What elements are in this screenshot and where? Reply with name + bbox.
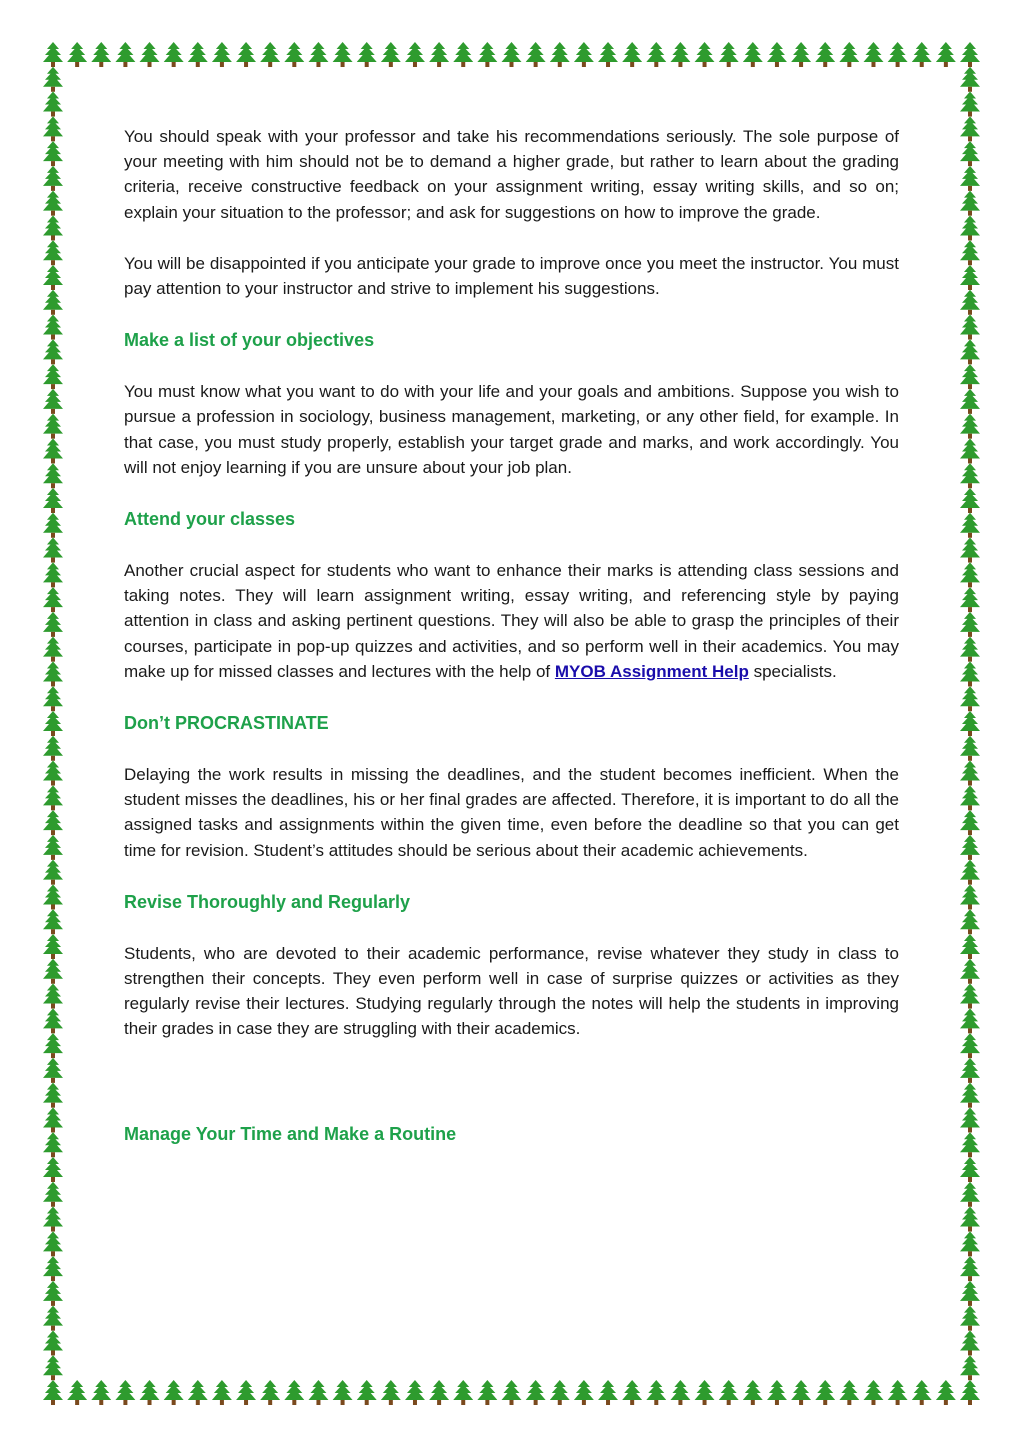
christmas-tree-icon [405,1380,425,1405]
christmas-tree-icon [43,42,63,67]
christmas-tree-icon [960,661,980,686]
christmas-tree-icon [333,42,353,67]
christmas-tree-icon [43,438,63,463]
christmas-tree-icon [960,1380,980,1405]
christmas-tree-icon [43,364,63,389]
christmas-tree-icon [815,1380,835,1405]
christmas-tree-icon [863,42,883,67]
christmas-tree-icon [550,42,570,67]
christmas-tree-icon [43,736,63,761]
christmas-tree-icon [260,1380,280,1405]
christmas-tree-icon [960,587,980,612]
christmas-tree-icon [43,711,63,736]
christmas-tree-icon [960,1306,980,1331]
christmas-tree-icon [960,761,980,786]
christmas-tree-icon [43,637,63,662]
christmas-tree-icon [43,389,63,414]
christmas-tree-icon [960,116,980,141]
christmas-tree-icon [43,1207,63,1232]
christmas-tree-icon [43,1355,63,1380]
paragraph-attend-classes-tail: specialists. [748,661,837,681]
christmas-tree-icon [91,1380,111,1405]
christmas-tree-icon [43,513,63,538]
christmas-tree-icon [960,1058,980,1083]
christmas-tree-icon [960,984,980,1009]
christmas-tree-icon [308,42,328,67]
christmas-tree-icon [43,959,63,984]
christmas-tree-icon [43,488,63,513]
christmas-tree-icon [43,835,63,860]
heading-attend-classes: Attend your classes [124,509,296,530]
christmas-tree-icon [719,42,739,67]
christmas-tree-icon [67,42,87,67]
christmas-tree-icon [960,810,980,835]
christmas-tree-icon [43,984,63,1009]
christmas-tree-icon [43,860,63,885]
christmas-tree-icon [960,389,980,414]
christmas-tree-icon [912,42,932,67]
christmas-tree-icon [140,42,160,67]
christmas-tree-icon [598,1380,618,1405]
christmas-tree-icon [960,785,980,810]
christmas-tree-icon [960,1132,980,1157]
christmas-tree-icon [960,488,980,513]
christmas-tree-icon [43,1182,63,1207]
christmas-tree-icon [960,1355,980,1380]
christmas-tree-icon [43,141,63,166]
christmas-tree-icon [115,42,135,67]
heading-procrastinate: Don’t PROCRASTINATE [124,713,329,734]
christmas-tree-icon [43,562,63,587]
christmas-tree-icon [574,1380,594,1405]
paragraph-procrastinate: Delaying the work results in missing the deadlines, and the student becomes inefficient. When the student misses the deadlines, his or her final grades are affected. Therefore, it is important to do all the assigned tasks and assignments within the given time, even before the deadline so that you can get time for revision. Student’s attitudes should be serious about their academic achievements. [124,765,899,860]
christmas-tree-icon [43,92,63,117]
christmas-tree-icon [960,364,980,389]
christmas-tree-icon [960,1256,980,1281]
christmas-tree-icon [188,42,208,67]
christmas-tree-icon [260,42,280,67]
heading-revise: Revise Thoroughly and Regularly [124,891,411,912]
christmas-tree-icon [43,166,63,191]
christmas-tree-icon [960,909,980,934]
paragraph-attend-classes [124,558,899,684]
christmas-tree-icon [381,1380,401,1405]
christmas-tree-icon [960,42,980,67]
christmas-tree-icon [960,290,980,315]
christmas-tree-icon [91,42,111,67]
christmas-tree-icon [43,884,63,909]
christmas-tree-icon [43,1107,63,1132]
paragraph-professor-meeting: You should speak with your professor and take his recommendations seriously. The sole purpose of your meeting with him should not be to demand a higher grade, but rather to learn about the grading criteria, receive constructive feedback on your assignment writing, essay writing skills, and so on; explain your situation to the professor; and ask for suggestions on how to improve the grade. [124,127,899,222]
christmas-tree-icon [526,1380,546,1405]
christmas-tree-icon [43,1256,63,1281]
christmas-tree-icon [912,1380,932,1405]
christmas-tree-icon [960,1182,980,1207]
christmas-tree-icon [960,860,980,885]
christmas-tree-icon [43,414,63,439]
christmas-tree-icon [43,587,63,612]
christmas-tree-icon [43,191,63,216]
christmas-tree-icon [43,661,63,686]
christmas-tree-icon [960,686,980,711]
christmas-tree-icon [670,1380,690,1405]
christmas-tree-icon [888,42,908,67]
christmas-tree-icon [477,1380,497,1405]
christmas-tree-icon [767,42,787,67]
christmas-tree-icon [960,1330,980,1355]
myob-assignment-help-link[interactable]: MYOB Assignment Help [554,661,749,681]
christmas-tree-icon [381,42,401,67]
christmas-tree-icon [719,1380,739,1405]
christmas-tree-icon [960,438,980,463]
christmas-tree-icon [43,1058,63,1083]
christmas-tree-icon [960,1107,980,1132]
christmas-tree-icon [960,736,980,761]
christmas-tree-icon [743,1380,763,1405]
christmas-tree-icon [526,42,546,67]
christmas-tree-icon [212,1380,232,1405]
christmas-tree-icon [960,1281,980,1306]
christmas-tree-icon [960,339,980,364]
paragraph-revise: Students, who are devoted to their academic performance, revise whatever they study in class to strengthen their concepts. They even perform well in case of surprise quizzes or activities as they regularly revise their lectures. Studying regularly through the notes will help the students in improving their grades in case they are struggling with their academics. [124,943,899,1039]
christmas-tree-icon [646,42,666,67]
christmas-tree-icon [622,42,642,67]
christmas-tree-icon [43,934,63,959]
christmas-tree-icon [960,1033,980,1058]
christmas-tree-icon [43,240,63,265]
christmas-tree-icon [960,141,980,166]
christmas-tree-icon [960,711,980,736]
christmas-tree-icon [43,215,63,240]
christmas-tree-icon [960,934,980,959]
christmas-tree-icon [429,1380,449,1405]
christmas-tree-icon [115,1380,135,1405]
christmas-tree-icon [622,1380,642,1405]
christmas-tree-icon [43,909,63,934]
christmas-tree-icon [43,785,63,810]
christmas-tree-icon [960,612,980,637]
christmas-tree-icon [960,538,980,563]
christmas-tree-icon [43,538,63,563]
christmas-tree-icon [405,42,425,67]
christmas-tree-icon [960,835,980,860]
christmas-tree-icon [960,92,980,117]
christmas-tree-icon [308,1380,328,1405]
christmas-tree-icon [839,42,859,67]
christmas-tree-icon [453,42,473,67]
christmas-tree-icon [936,1380,956,1405]
christmas-tree-icon [767,1380,787,1405]
christmas-tree-icon [960,1083,980,1108]
christmas-tree-icon [550,1380,570,1405]
christmas-tree-icon [574,42,594,67]
christmas-tree-icon [43,265,63,290]
christmas-tree-icon [960,463,980,488]
christmas-tree-icon [43,1306,63,1331]
document-body [124,124,899,1147]
christmas-tree-icon [960,315,980,340]
christmas-tree-icon [960,1157,980,1182]
christmas-tree-icon [43,810,63,835]
christmas-tree-icon [43,1231,63,1256]
christmas-tree-icon [67,1380,87,1405]
christmas-tree-icon [791,42,811,67]
christmas-tree-icon [502,42,522,67]
christmas-tree-icon [43,116,63,141]
christmas-tree-icon [743,42,763,67]
christmas-tree-icon [140,1380,160,1405]
christmas-tree-icon [502,1380,522,1405]
christmas-tree-icon [815,42,835,67]
christmas-tree-icon [43,1132,63,1157]
christmas-tree-icon [960,414,980,439]
christmas-tree-icon [43,67,63,92]
christmas-tree-icon [236,1380,256,1405]
paragraph-expectations: You will be disappointed if you anticipate your grade to improve once you meet the instructor. You must pay attention to your instructor and strive to implement his suggestions. [124,253,899,299]
christmas-tree-icon [43,339,63,364]
christmas-tree-icon [646,1380,666,1405]
christmas-tree-icon [43,1380,63,1405]
christmas-tree-icon [164,42,184,67]
christmas-tree-icon [960,1008,980,1033]
christmas-tree-icon [429,42,449,67]
christmas-tree-icon [888,1380,908,1405]
heading-manage-time: Manage Your Time and Make a Routine [124,1123,457,1144]
christmas-tree-icon [43,463,63,488]
christmas-tree-icon [960,513,980,538]
christmas-tree-icon [477,42,497,67]
christmas-tree-icon [863,1380,883,1405]
christmas-tree-icon [212,42,232,67]
christmas-tree-icon [936,42,956,67]
christmas-tree-icon [960,562,980,587]
christmas-tree-icon [43,1033,63,1058]
christmas-tree-icon [43,1083,63,1108]
christmas-tree-icon [960,67,980,92]
christmas-tree-icon [236,42,256,67]
christmas-tree-icon [960,884,980,909]
christmas-tree-icon [960,215,980,240]
paragraph-objectives: You must know what you want to do with your life and your goals and ambitions. Suppose you wish to pursue a profession in sociology, business management, marketing, or any other field, for example. In that case, you must study properly, establish your target grade and marks, and work accordingly. You will not enjoy learning if you are unsure about your job plan. [124,382,899,477]
christmas-tree-icon [598,42,618,67]
heading-objectives: Make a list of your objectives [124,330,375,351]
christmas-tree-icon [695,1380,715,1405]
christmas-tree-icon [164,1380,184,1405]
christmas-tree-icon [43,290,63,315]
christmas-tree-icon [960,1231,980,1256]
christmas-tree-icon [695,42,715,67]
christmas-tree-icon [284,42,304,67]
christmas-tree-icon [960,166,980,191]
christmas-tree-icon [357,42,377,67]
christmas-tree-icon [43,1330,63,1355]
christmas-tree-icon [284,1380,304,1405]
christmas-tree-icon [333,1380,353,1405]
christmas-tree-icon [960,265,980,290]
christmas-tree-icon [670,42,690,67]
christmas-tree-icon [357,1380,377,1405]
christmas-tree-icon [43,612,63,637]
christmas-tree-icon [960,637,980,662]
christmas-tree-icon [43,1008,63,1033]
christmas-tree-icon [791,1380,811,1405]
christmas-tree-icon [188,1380,208,1405]
christmas-tree-icon [43,686,63,711]
christmas-tree-icon [43,761,63,786]
christmas-tree-icon [43,1157,63,1182]
christmas-tree-icon [453,1380,473,1405]
christmas-tree-icon [960,191,980,216]
christmas-tree-icon [960,1207,980,1232]
christmas-tree-icon [43,1281,63,1306]
paragraph-attend-classes-text: Another crucial aspect for students who want to enhance their marks is attending class sessions and taking notes. They will learn assignment writing, essay writing, and referencing style by paying attention in class and asking pertinent questions. They will also be able to grasp the principles of their courses, participate in pop-up quizzes and activities, and so perform well in their academics. You may make up for missed classes and lectures with the help of [124,561,899,681]
christmas-tree-icon [839,1380,859,1405]
christmas-tree-icon [43,315,63,340]
christmas-tree-icon [960,959,980,984]
christmas-tree-icon [960,240,980,265]
